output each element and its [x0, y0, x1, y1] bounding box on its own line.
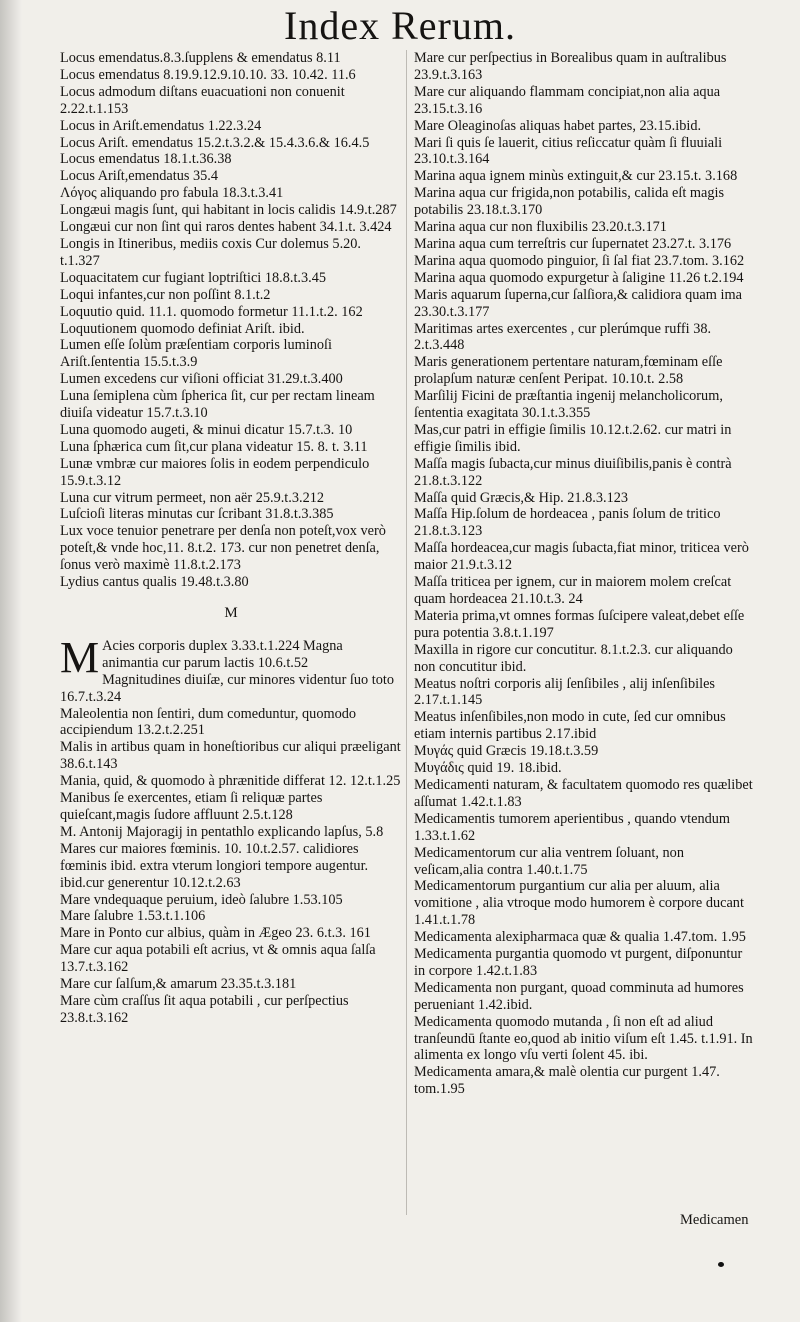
index-entry: Λόγος aliquando pro fabula 18.3.t.3.41: [60, 185, 284, 202]
index-entry: Mas,cur patri in effigie ſimilis 10.12.t.2.62. cur matri in effigie ſimilis ibid.: [414, 421, 732, 455]
index-entry: Lydius cantus qualis 19.48.t.3.80: [60, 574, 249, 591]
index-entry: Medicamentis tumorem aperientibus , quando vtendum 1.33.t.1.62: [414, 810, 731, 844]
ink-spot: [718, 1262, 724, 1267]
index-entry: Marina aqua quomodo expurgetur à ſaligine 11.26 t.2.194: [414, 269, 744, 286]
index-entry: Mare in Ponto cur albius, quàm in Ægeo 23. 6.t.3. 161: [60, 925, 371, 942]
index-entry: Maſſa quid Græcis,& Hip. 21.8.3.123: [414, 489, 629, 506]
section-letter: M: [224, 605, 238, 621]
catchword: Medicamen: [680, 1212, 749, 1228]
left-entries: [60, 50, 402, 591]
index-entry: Luna quomodo augeti, & minui dicatur 15.7.t.3. 10: [60, 421, 353, 438]
index-entry: Mare Oleaginoſas aliquas habet partes, 23.15.ibid.: [414, 117, 702, 134]
index-entry: Marina aqua ignem minùs extinguit,& cur 23.15.t. 3.168: [414, 168, 738, 185]
right-entries: [414, 50, 756, 1098]
index-entry: Maleolentia non ſentiri, dum comeduntur, quomodo accipiendum 13.2.t.2.251: [60, 705, 357, 739]
index-entry: Loquacitatem cur fugiant loptriſtici 18.8.t.3.45: [60, 269, 327, 286]
index-entry: Mares cur maiores fœminis. 10. 10.t.2.57. calidiores fœminis ibid. extra vterum longiori tempore augentur. ibid.cur generentur 10.12.t.2.63: [60, 840, 369, 891]
index-entry-text: Acies corporis duplex 3.33.t.1.224 Magna animantia cur parum lactis 10.6.t.52: [102, 637, 343, 671]
index-entry: Medicamentorum purgantium cur alia per aluum, alia vomitione , alia vtroque modo humorem è corpore ducant 1.41.t.1.78: [414, 878, 744, 929]
index-entry: Maſſa hordeacea,cur magis ſubacta,fiat minor, triticea verò maior 21.9.t.3.12: [414, 540, 749, 574]
index-entry: Maxilla in rigore cur concutitur. 8.1.t.2.3. cur aliquando non concutitur ibid.: [414, 641, 733, 675]
index-entry: Lunæ vmbræ cur maiores ſolis in eodem perpendiculo 15.9.t.3.12: [60, 455, 370, 489]
index-entry: Marina aqua cur non fluxibilis 23.20.t.3.171: [414, 219, 667, 236]
index-entry: Loquutio quid. 11.1. quomodo formetur 11.1.t.2. 162: [60, 303, 363, 320]
index-entry: Mare cur aliquando flammam concipiat,non alia aqua 23.15.t.3.16: [414, 83, 721, 117]
index-entry: Maſſa Hip.ſolum de hordeacea , panis ſolum de tritico 21.8.t.3.123: [414, 506, 721, 540]
page-title: Index Rerum.: [284, 3, 516, 48]
index-entry: Materia prima,vt omnes formas ſuſcipere valeat,debet eſſe pura potentia 3.8.t.1.197: [414, 607, 745, 641]
index-entry: Locus in Ariſt.emendatus 1.22.3.24: [60, 117, 262, 134]
index-entry: Mania, quid, & quomodo à phrænitide differat 12. 12.t.1.25: [60, 773, 401, 790]
index-entry: Manibus ſe exercentes, etiam ſi reliquæ partes quieſcant,magis ſudore affluunt 2.5.t.128: [60, 790, 323, 823]
column-divider: [406, 50, 407, 1215]
index-entry: Mare cur perſpectius in Borealibus quam in auſtralibus 23.9.t.3.163: [414, 50, 727, 83]
index-entry: Medicamenta quomodo mutanda , ſi non eſt ad aliud tranſeundū ſtante eo,quod ab initio viſum eſt 1.45. t.1.91. In alimenta ex longo vſu verti ſolent 45. ibi.: [414, 1013, 753, 1064]
index-entry: Marina aqua quomodo pinguior, ſi ſal fiat 23.7.tom. 3.162: [414, 252, 745, 269]
index-entry: Mari ſi quis ſe lauerit, citius reſiccatur quàm ſi fluuiali 23.10.t.3.164: [414, 134, 723, 168]
index-entry: Locus emendatus 8.19.9.12.9.10.10. 33. 10.42. 11.6: [60, 66, 356, 83]
index-entry: Mare ſalubre 1.53.t.1.106: [60, 908, 206, 925]
index-entry: Locus emendatus 18.1.t.36.38: [60, 151, 232, 168]
index-entry: Meatus noſtri corporis alij ſenſibiles , alij inſenſibiles 2.17.t.1.145: [414, 675, 715, 709]
index-entry: Loquutionem quomodo definiat Ariſt. ibid.: [60, 320, 305, 337]
drop-cap-letter: M: [60, 632, 100, 682]
index-entry: Medicamenta alexipharmaca quæ & qualia 1.47.tom. 1.95: [414, 929, 746, 946]
index-entry: Medicamenti naturam, & facultatem quomodo res quælibet aſſumat 1.42.t.1.83: [414, 776, 753, 810]
index-entry: Loqui infantes,cur non poſſint 8.1.t.2: [60, 286, 271, 303]
index-entry: Luna cur vitrum permeet, non aër 25.9.t.3.212: [60, 489, 325, 506]
index-entry: Longæui cur non ſint qui raros dentes habent 34.1.t. 3.424: [60, 219, 392, 236]
left-column: [60, 50, 402, 1210]
index-entry: Mare vndequaque peruium, ideò ſalubre 1.53.105: [60, 891, 343, 908]
index-entry: Mare cur ſalſum,& amarum 23.35.t.3.181: [60, 976, 297, 993]
index-entry: Luſcioſi literas minutas cur ſcribant 31.8.t.3.385: [60, 506, 334, 523]
index-entry: Lumen excedens cur viſioni officiat 31.29.t.3.400: [60, 371, 343, 388]
index-entry: Medicamenta purgantia quomodo vt purgent, diſponuntur in corpore 1.42.t.1.83: [414, 946, 743, 979]
index-entry: M. Antonij Majoragij in pentathlo explicando lapſus, 5.8: [60, 823, 384, 840]
index-entry: Luna ſemiplena cùm ſpherica ſit, cur per rectam lineam diuiſa videatur 15.7.t.3.10: [60, 388, 375, 422]
index-entry: Malis in artibus quam in honeſtioribus cur aliqui præeligant 38.6.t.143: [60, 739, 401, 773]
index-entry: [60, 632, 402, 682]
index-entry: Locus Ariſt,emendatus 35.4: [60, 168, 219, 185]
index-entry: Marſilij Ficini de præſtantia ingenij melancholicorum, ſententia exagitata 30.1.t.3.355: [414, 388, 723, 422]
index-entry: Meatus inſenſibiles,non modo in cute, ſed cur omnibus etiam internis partibus 2.17.ibid: [414, 709, 726, 743]
index-entry: Μυγάς quid Græcis 19.18.t.3.59: [414, 743, 599, 760]
index-entry: Maritimas artes exercentes , cur plerúmque ruffi 38. 2.t.3.448: [414, 320, 712, 354]
index-entry: Medicamenta non purgant, quoad comminuta ad humores perueniant 1.42.ibid.: [414, 979, 744, 1013]
index-entry: Locus emendatus.8.3.ſupplens & emendatus 8.11: [60, 50, 341, 66]
index-entry: Mare cur aqua potabili eſt acrius, vt & omnis aqua ſalſa 13.7.t.3.162: [60, 942, 376, 976]
index-entry: Locus admodum diſtans euacuationi non conuenit 2.22.t.1.153: [60, 83, 345, 117]
index-entry: Lumen eſſe ſolùm præſentiam corporis luminoſi Ariſt.ſententia 15.5.t.3.9: [60, 337, 332, 371]
index-entry: Magnitudines diuiſæ, cur minores videntur ſuo toto 16.7.t.3.24: [60, 671, 394, 705]
index-entry: Medicamentorum cur alia ventrem ſoluant, non veſicam,alia contra 1.40.t.1.75: [414, 844, 684, 878]
index-entry: Longis in Itineribus, mediis coxis Cur dolemus 5.20. t.1.327: [60, 235, 362, 269]
right-column: [414, 50, 756, 1210]
index-entry: Lux voce tenuior penetrare per denſa non poteſt,vox verò poteſt,& vnde hoc,11. 8.t.2. 173. cur non penetret denſa, ſonus verò maximè 11.8.t.2.173: [60, 523, 386, 574]
index-entry: Mare cùm craſſus ſit aqua potabili , cur perſpectius 23.8.t.3.162: [60, 992, 349, 1026]
index-entry: Maris generationem pertentare naturam,fœminam eſſe prolapſum naturæ cenſent Peripat. 10.10.t. 2.58: [414, 354, 723, 388]
page-edge-shadow: [0, 0, 22, 1322]
index-entry: Maſſa triticea per ignem, cur in maiorem molem creſcat quam hordeacea 21.10.t.3. 24: [414, 574, 732, 607]
index-entry: Marina aqua cur frigida,non potabilis, calida eſt magis potabilis 23.18.t.3.170: [414, 185, 725, 219]
index-entry: Μυγάδις quid 19. 18.ibid.: [414, 760, 562, 777]
index-entry: Maris aquarum ſuperna,cur ſalſiora,& calidiora quam ima 23.30.t.3.177: [414, 286, 742, 320]
index-entry: Marina aqua cum terreſtris cur ſupernatet 23.27.t. 3.176: [414, 235, 732, 252]
index-entry: Longæui magis ſunt, qui habitant in locis calidis 14.9.t.287: [60, 202, 397, 219]
index-entry: Locus Ariſt. emendatus 15.2.t.3.2.& 15.4.3.6.& 16.4.5: [60, 134, 370, 151]
left-entries-m: [60, 672, 402, 1027]
index-entry: Luna ſphærica cum ſit,cur plana videatur 15. 8. t. 3.11: [60, 438, 368, 455]
index-entry: Maſſa magis ſubacta,cur minus diuiſibilis,panis è contrà 21.8.t.3.122: [414, 455, 732, 489]
index-entry: Medicamenta amara,& malè olentia cur purgent 1.47. tom.1.95: [414, 1064, 720, 1098]
